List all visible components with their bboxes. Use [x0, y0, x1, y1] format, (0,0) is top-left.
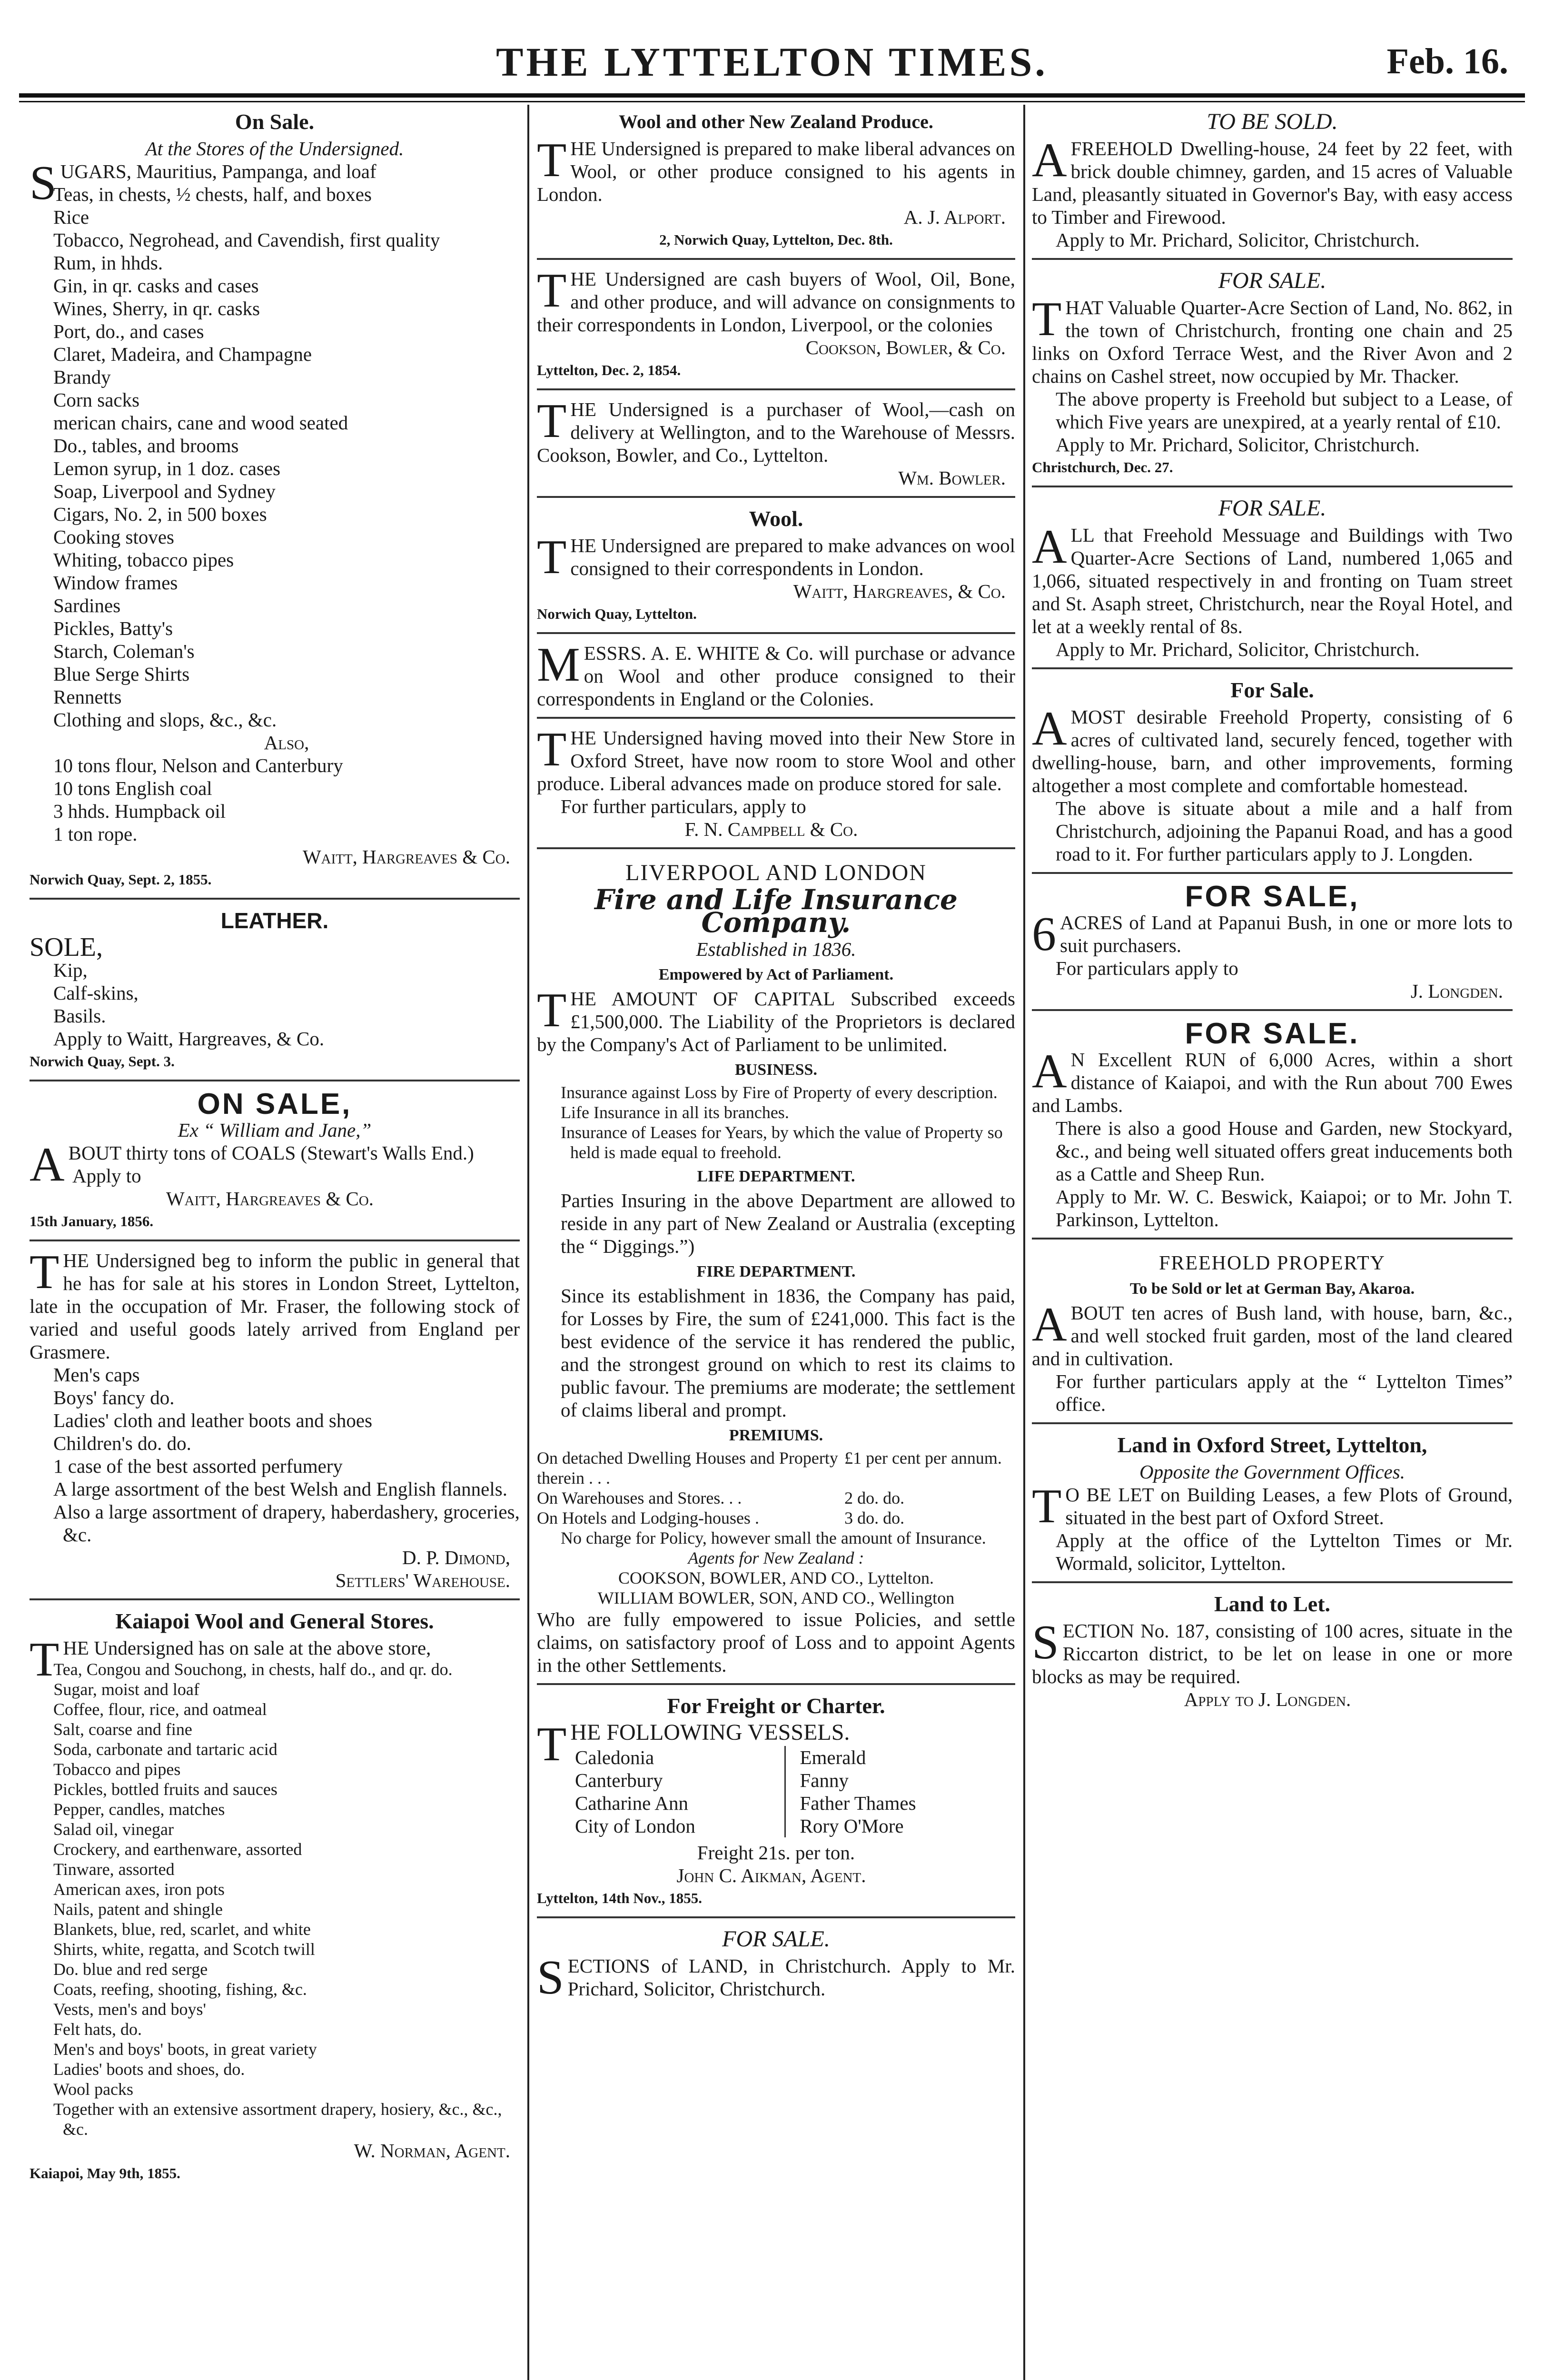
agents-body: Who are fully empowered to issue Policies, and settle claims, on satisfactory proof of Loss and to appoint Agents in the other Settlements.: [537, 1608, 1015, 1676]
ad-body: THE Undersigned is a purchaser of Wool,—cash on delivery at Wellington, and to the Warehouse of Messrs. Cookson, Bowler, and Co., Lyttelton.: [537, 394, 1015, 466]
vessel-name: Rory O'More: [800, 1815, 904, 1837]
ad-messuage: [1032, 492, 1513, 669]
ad-intro: SUGARS, Mauritius, Pampanga, and loaf: [30, 156, 376, 210]
list-item: Kip,: [53, 959, 88, 981]
ad-heading: Wool.: [749, 506, 803, 531]
masthead: [0, 0, 1544, 95]
vessel-name: Catharine Ann: [575, 1792, 786, 1815]
list-item: Vests, men's and boys': [53, 2000, 206, 2019]
ad-signature: Waitt, Hargreaves & Co.: [166, 1188, 374, 1210]
list-item: Felt hats, do.: [53, 2020, 142, 2039]
ad-body: MESSRS. A. E. WHITE & Co. will purchase or advance on Wool and other produce consigned to their correspondents in England or the Colonies.: [537, 638, 1015, 710]
list-item: Boys' fancy do.: [53, 1387, 175, 1408]
ad-body: THE Undersigned are prepared to make advances on wool consigned to their correspondents in London.: [537, 530, 1015, 584]
column-2: [537, 106, 1015, 2380]
ad-body: ABOUT ten acres of Bush land, with house, barn, &c., and well stocked fruit garden, most of the land cleared and in cultivation.: [1032, 1298, 1513, 1369]
list-item: Men's and boys' boots, in great variety: [53, 2040, 317, 2059]
ad-heading: FOR SALE.: [1218, 268, 1326, 293]
masthead-rule-thick: [19, 93, 1525, 98]
ad-freight: [537, 1690, 1015, 1918]
list-item: Cigars, No. 2, in 500 boxes: [53, 503, 267, 525]
ad-date: 15th January, 1856.: [30, 1213, 154, 1230]
list-item: Also,: [264, 732, 309, 754]
section-heading: PREMIUMS.: [729, 1427, 823, 1444]
premium-note: No charge for Policy, however small the amount of Insurance.: [561, 1528, 986, 1547]
ad-apply: For particulars apply to: [1056, 957, 1238, 979]
agents-line: COOKSON, BOWLER, AND CO., Lyttelton.: [618, 1568, 934, 1587]
vessel-name: Fanny: [800, 1769, 849, 1791]
list-item: Sardines: [53, 595, 121, 616]
premium-rate: 2 do. do.: [844, 1488, 905, 1507]
ad-signature: Wm. Bowler.: [898, 467, 1006, 489]
list-item: Pepper, candles, matches: [53, 1800, 225, 1819]
ad-to-be-sold: [1032, 106, 1513, 260]
list-item: Tinware, assorted: [53, 1860, 175, 1879]
vessel-name: City of London: [575, 1815, 786, 1837]
list-item: Window frames: [53, 572, 178, 594]
ad-apply: Apply to J. Longden.: [1184, 1688, 1351, 1710]
list-item: Do., tables, and brooms: [53, 435, 239, 456]
list-item: Tobacco and pipes: [53, 1760, 181, 1779]
list-item: Coffee, flour, rice, and oatmeal: [53, 1700, 267, 1719]
list-item: 1 case of the best assorted perfumery: [53, 1455, 343, 1477]
ad-signature: Waitt, Hargreaves, & Co.: [793, 580, 1006, 602]
ad-body: ALL that Freehold Messuage and Buildings with Two Quarter-Acre Sections of Land, numbered 1,065 and 1,066, situated respectively in and fronting on Tuam street and St. Asaph street, Christchurch, near the Royal Hotel, and let at a weekly rental of 8s.: [1032, 520, 1513, 637]
list-item: Clothing and slops, &c., &c.: [53, 709, 277, 731]
list-item: Rennetts: [53, 686, 122, 708]
list-item: Life Insurance in all its branches.: [561, 1103, 789, 1122]
ad-heading: ON SALE,: [197, 1088, 352, 1121]
ad-alport: [537, 106, 1015, 260]
ad-date: Lyttelton, Dec. 2, 1854.: [537, 362, 681, 378]
ad-heading: On Sale.: [235, 109, 315, 134]
capital-text: THE AMOUNT OF CAPITAL Subscribed exceeds £1,500,000. The Liability of the Proprietors is declared by the Company's Act of Parliament to be unlimited.: [537, 983, 1015, 1055]
list-item: Ladies' boots and shoes, do.: [53, 2060, 245, 2079]
list-item: Insurance against Loss by Fire of Property of every description.: [561, 1083, 998, 1102]
ad-land-to-let: [1032, 1588, 1513, 1717]
list-item: Gin, in qr. casks and cases: [53, 275, 259, 297]
list-item: Brandy: [53, 366, 111, 388]
ad-heading: FOR SALE.: [722, 1926, 830, 1952]
ad-intro: THE FOLLOWING VESSELS.: [537, 1717, 850, 1771]
ad-leather: [30, 904, 520, 1081]
ad-apply: For further particulars apply at the “ Lyttelton Times” office.: [1056, 1370, 1513, 1415]
list-item: 3 hhds. Humpback oil: [53, 800, 226, 822]
list-item: Starch, Coleman's: [53, 640, 195, 662]
ad-date: Norwich Quay, Lyttelton.: [537, 605, 697, 622]
list-item: Basils.: [53, 1005, 106, 1027]
list-item: Together with an extensive assortment drapery, hosiery, &c., &c., &c.: [53, 2100, 502, 2139]
ad-subheading: To be Sold or let at German Bay, Akaroa.: [1129, 1280, 1415, 1298]
column-divider: [527, 105, 529, 2380]
life-text: Parties Insuring in the above Department are allowed to reside in any part of New Zealand or Australia (excepting the “ Diggings.”): [561, 1190, 1015, 1257]
ad-heading: FREEHOLD PROPERTY: [1158, 1252, 1386, 1274]
ad-intro: THE Undersigned has on sale at the above store,: [30, 1633, 431, 1686]
ad-body-2: The above is situate about a mile and a half from Christchurch, adjoining the Papanui Road, and has a good road to it. For further particulars apply to J. Longden.: [1056, 797, 1513, 865]
ad-date: Christchurch, Dec. 27.: [1032, 459, 1173, 476]
list-item: Salad oil, vinegar: [53, 1820, 174, 1839]
list-item: Soap, Liverpool and Sydney: [53, 480, 276, 502]
list-item: Cooking stoves: [53, 526, 174, 548]
ad-run: [1032, 1016, 1513, 1240]
ad-heading: LIVERPOOL AND LONDON: [625, 860, 927, 885]
ad-body: THE Undersigned is prepared to make liberal advances on Wool, or other produce consigned to his agents in London.: [537, 133, 1015, 205]
list-item: Whiting, tobacco pipes: [53, 549, 234, 571]
ad-freehold-akaroa: [1032, 1244, 1513, 1424]
ad-signature: D. P. Dimond,: [402, 1547, 510, 1568]
list-item: Men's caps: [53, 1364, 140, 1386]
ad-body: THAT Valuable Quarter-Acre Section of Land, No. 862, in the town of Christchurch, fronting one chain and 25 links on Oxford Terrace West, and the River Avon and 2 chains on Cashel street, now occupied by Mr. Thacker.: [1032, 292, 1513, 387]
goods-list: [30, 183, 520, 845]
ad-apply: Apply to Mr. Prichard, Solicitor, Christchurch.: [1056, 638, 1420, 660]
list-item: Sugar, moist and loaf: [53, 1680, 199, 1699]
list-item: Tea, Congou and Souchong, in chests, half do., and qr. do.: [53, 1660, 453, 1679]
list-item: Wool packs: [53, 2080, 134, 2099]
list-item: Wines, Sherry, in qr. casks: [53, 298, 260, 319]
list-item: Pickles, Batty's: [53, 617, 173, 639]
ad-date: Kaiapoi, May 9th, 1855.: [30, 2165, 180, 2182]
list-item: Teas, in chests, ½ chests, half, and boxes: [53, 183, 372, 205]
ad-campbell: [537, 724, 1015, 849]
section-heading: LIFE DEPARTMENT.: [697, 1168, 855, 1185]
ad-heading: LEATHER.: [220, 908, 329, 933]
ad-heading: FOR SALE.: [1218, 496, 1326, 521]
list-item: Corn sacks: [53, 389, 140, 411]
goods-list: [30, 1363, 520, 1546]
ad-insurance: [537, 854, 1015, 1685]
vessel-name: Caledonia: [575, 1746, 786, 1769]
ad-white: [537, 639, 1015, 719]
list-item: A large assortment of the best Welsh and English flannels.: [53, 1478, 507, 1500]
ad-signature: F. N. Campbell & Co.: [684, 818, 858, 840]
list-item: 10 tons English coal: [53, 777, 212, 799]
list-item: Claret, Madeira, and Champagne: [53, 343, 312, 365]
column-1: [30, 106, 520, 2380]
list-item: Lemon syrup, in 1 doz. cases: [53, 457, 281, 479]
ad-body: THE Undersigned having moved into their New Store in Oxford Street, have now room to store Wool and other produce. Liberal advances made on produce stored for sale.: [537, 723, 1015, 794]
section-heading: BUSINESS.: [735, 1061, 817, 1079]
column-3: [1032, 106, 1513, 2380]
ad-subheading: Ex “ William and Jane,”: [178, 1119, 372, 1141]
list-item: Salt, coarse and fine: [53, 1720, 192, 1739]
established: Established in 1836.: [696, 938, 856, 960]
vessel-name: Father Thames: [800, 1792, 916, 1814]
premiums-table: [537, 1448, 1015, 1528]
list-item: Shirts, white, regatta, and Scotch twill: [53, 1940, 315, 1959]
ad-heading: Land in Oxford Street, Lyttelton,: [1117, 1433, 1427, 1457]
ad-apply: Apply to Mr. Prichard, Solicitor, Christchurch.: [1056, 434, 1420, 456]
ad-body: TO BE LET on Building Leases, a few Plots of Ground, situated in the best part of Oxford Street.: [1032, 1479, 1513, 1533]
premium-rate: £1 per cent per annum.: [844, 1448, 1002, 1468]
ad-heading: Wool and other New Zealand Produce.: [619, 111, 933, 132]
ad-papanui-bush: [1032, 879, 1513, 1011]
agents-line: WILLIAM BOWLER, SON, AND CO., Wellington: [597, 1588, 955, 1607]
ad-date: Lyttelton, 14th Nov., 1855.: [537, 1890, 703, 1906]
agents-heading: Agents for New Zealand :: [688, 1548, 864, 1567]
ad-signature: John C. Aikman, Agent.: [676, 1864, 866, 1886]
list-item: Calf-skins,: [53, 982, 139, 1004]
premium-label: On Warehouses and Stores. . .: [537, 1488, 742, 1507]
ad-date: Norwich Quay, Sept. 2, 1855.: [30, 871, 212, 888]
ad-signature: W. Norman, Agent.: [354, 2140, 510, 2162]
ad-signature: Waitt, Hargreaves & Co.: [302, 846, 510, 868]
ad-heading: For Sale.: [1230, 678, 1314, 702]
business-list: [537, 1082, 1015, 1162]
ad-heading: TO BE SOLD.: [1207, 109, 1338, 134]
ad-oxford-street: [1032, 1429, 1513, 1583]
ad-apply: For further particulars, apply to: [561, 795, 806, 817]
ad-date: 2, Norwich Quay, Lyttelton, Dec. 8th.: [659, 231, 893, 248]
ad-apply: Apply to Waitt, Hargreaves, & Co.: [53, 1028, 325, 1050]
ad-signature: J. Longden.: [1410, 980, 1503, 1002]
ad-heading: Land to Let.: [1214, 1592, 1331, 1616]
list-item: 10 tons flour, Nelson and Canterbury: [53, 754, 343, 776]
list-item: Do. blue and red serge: [53, 1960, 208, 1979]
list-item: Blankets, blue, red, scarlet, and white: [53, 1920, 311, 1939]
ad-body-2: The above property is Freehold but subject to a Lease, of which Five years are unexpired, at a yearly rental of £10.: [1056, 388, 1513, 433]
ad-land-sale: [537, 1923, 1015, 2007]
fire-text: Since its establishment in 1836, the Company has paid, for Losses by Fire, the sum of £241,000. This fact is the best evidence of the service it has rendered the public, and the strongest ground on which to rest its claims to public favour. The premiums are moderate; the settlement of claims liberal and prompt.: [561, 1285, 1015, 1421]
ad-apply: Apply to: [72, 1165, 141, 1187]
ad-body: AMOST desirable Freehold Property, consisting of 6 acres of cultivated land, securely fenced, together with dwelling-house, barn, and other improvements, forming altogether a most complete and comfortable homestead.: [1032, 702, 1513, 796]
list-item: Children's do. do.: [53, 1432, 191, 1454]
premium-label: On Hotels and Lodging-houses .: [537, 1508, 759, 1527]
ad-body: AFREEHOLD Dwelling-house, 24 feet by 22 feet, with brick double chimney, garden, and 15 acres of Valuable Land, pleasantly situated in Governor's Bay, with easy access to Timber and Firewood.: [1032, 133, 1513, 228]
ad-body: THE Undersigned are cash buyers of Wool, Oil, Bone, and other produce, and will advance on consignments to their correspondents in London, Liverpool, or the colonies: [537, 264, 1015, 336]
ad-signature: A. J. Alport.: [903, 206, 1006, 228]
list-item: Soda, carbonate and tartaric acid: [53, 1740, 277, 1759]
list-item: SOLE,: [30, 932, 103, 962]
list-item: American axes, iron pots: [53, 1880, 225, 1899]
column-divider: [1023, 105, 1025, 2380]
list-item: Blue Serge Shirts: [53, 663, 190, 685]
list-item: Pickles, bottled fruits and sauces: [53, 1780, 277, 1799]
list-item: Rice: [53, 206, 89, 228]
premium-rate: 3 do. do.: [844, 1508, 905, 1527]
ad-body: SECTION No. 187, consisting of 100 acres, situate in the Riccarton district, to be let on lease in one or more blocks as may be required.: [1032, 1616, 1513, 1687]
ad-heading: FOR SALE,: [1185, 880, 1360, 913]
list-item: Tobacco, Negrohead, and Cavendish, first quality: [53, 229, 440, 251]
ad-body: AN Excellent RUN of 6,000 Acres, within a short distance of Kaiapoi, and with the Run about 700 Ewes and Lambs.: [1032, 1044, 1513, 1116]
ad-signature: Cookson, Bowler, & Co.: [805, 337, 1006, 358]
vessel-name: Canterbury: [575, 1769, 786, 1792]
ad-subheading: Opposite the Government Offices.: [1139, 1461, 1405, 1483]
list-item: Nails, patent and shingle: [53, 1900, 223, 1919]
ad-body-2: There is also a good House and Garden, new Stockyard, &c., and being well situated offers great inducements both as a Cattle and Sheep Run.: [1056, 1117, 1513, 1185]
issue-date: Feb. 16.: [1386, 41, 1508, 81]
ad-apply: Apply to Mr. W. C. Beswick, Kaiapoi; or to Mr. John T. Parkinson, Lyttelton.: [1056, 1186, 1513, 1230]
list-item: Coats, reefing, shooting, fishing, &c.: [53, 1980, 307, 1999]
newspaper-title: THE LYTTELTON TIMES.: [496, 39, 1048, 85]
ad-wool: [537, 503, 1015, 634]
list-item: merican chairs, cane and wood seated: [53, 412, 348, 434]
ad-kaiapoi-stores: [30, 1605, 520, 2192]
ad-body: 6ACRES of Land at Papanui Bush, in one or more lots to suit purchasers.: [1032, 907, 1513, 961]
list-item: Port, do., and cases: [53, 320, 204, 342]
company-name: Fire and Life Insurance Company.: [594, 883, 958, 939]
freight-rate: Freight 21s. per ton.: [697, 1842, 855, 1864]
ad-apply: Apply to Mr. Prichard, Solicitor, Christchurch.: [1056, 229, 1420, 251]
ad-apply: Apply at the office of the Lyttelton Times or Mr. Wormald, solicitor, Lyttelton.: [1056, 1529, 1513, 1574]
goods-list: [30, 1659, 520, 2139]
ad-heading: Kaiapoi Wool and General Stores.: [115, 1609, 434, 1633]
empowered: Empowered by Act of Parliament.: [658, 966, 894, 983]
goods-list: [30, 932, 520, 1027]
vessel-list: [575, 1746, 996, 1837]
ad-date: Norwich Quay, Sept. 3.: [30, 1053, 175, 1070]
ad-coals: [30, 1086, 520, 1241]
masthead-rule-thin: [19, 101, 1525, 102]
ad-body: ABOUT thirty tons of COALS (Stewart's Walls End.): [30, 1138, 474, 1191]
ad-body: THE Undersigned beg to inform the public in general that he has for sale at his stores in London Street, Lyttelton, late in the occupation of Mr. Fraser, the following stock of varied and useful goods lately arrived from England per Grasmere.: [30, 1245, 520, 1363]
vessel-name: Emerald: [800, 1746, 866, 1768]
ad-cookson: [537, 265, 1015, 390]
ad-signature: Settlers' Warehouse.: [335, 1569, 510, 1591]
list-item: Crockery, and earthenware, assorted: [53, 1840, 302, 1859]
list-item: Insurance of Leases for Years, by which the value of Property so held is made equal to freehold.: [561, 1123, 1003, 1162]
list-item: Rum, in hhds.: [53, 252, 163, 274]
premium-label: On detached Dwelling Houses and Property therein . . .: [537, 1448, 838, 1488]
ad-body: SECTIONS of LAND, in Christchurch. Apply to Mr. Prichard, Solicitor, Christchurch.: [537, 1951, 1015, 2004]
ad-heading: FOR SALE.: [1185, 1017, 1360, 1050]
ad-quarter-acre: [1032, 265, 1513, 487]
list-item: 1 ton rope.: [53, 823, 138, 845]
ad-heading: For Freight or Charter.: [667, 1694, 885, 1718]
ad-dimond: [30, 1246, 520, 1600]
ad-freehold-papanui: [1032, 674, 1513, 874]
section-heading: FIRE DEPARTMENT.: [696, 1263, 856, 1280]
ad-on-sale: [30, 106, 520, 900]
list-item: Also a large assortment of drapery, haberdashery, groceries, &c.: [53, 1501, 520, 1546]
list-item: Ladies' cloth and leather boots and shoes: [53, 1409, 373, 1431]
ad-bowler: [537, 395, 1015, 498]
ad-subheading: At the Stores of the Undersigned.: [145, 138, 404, 159]
